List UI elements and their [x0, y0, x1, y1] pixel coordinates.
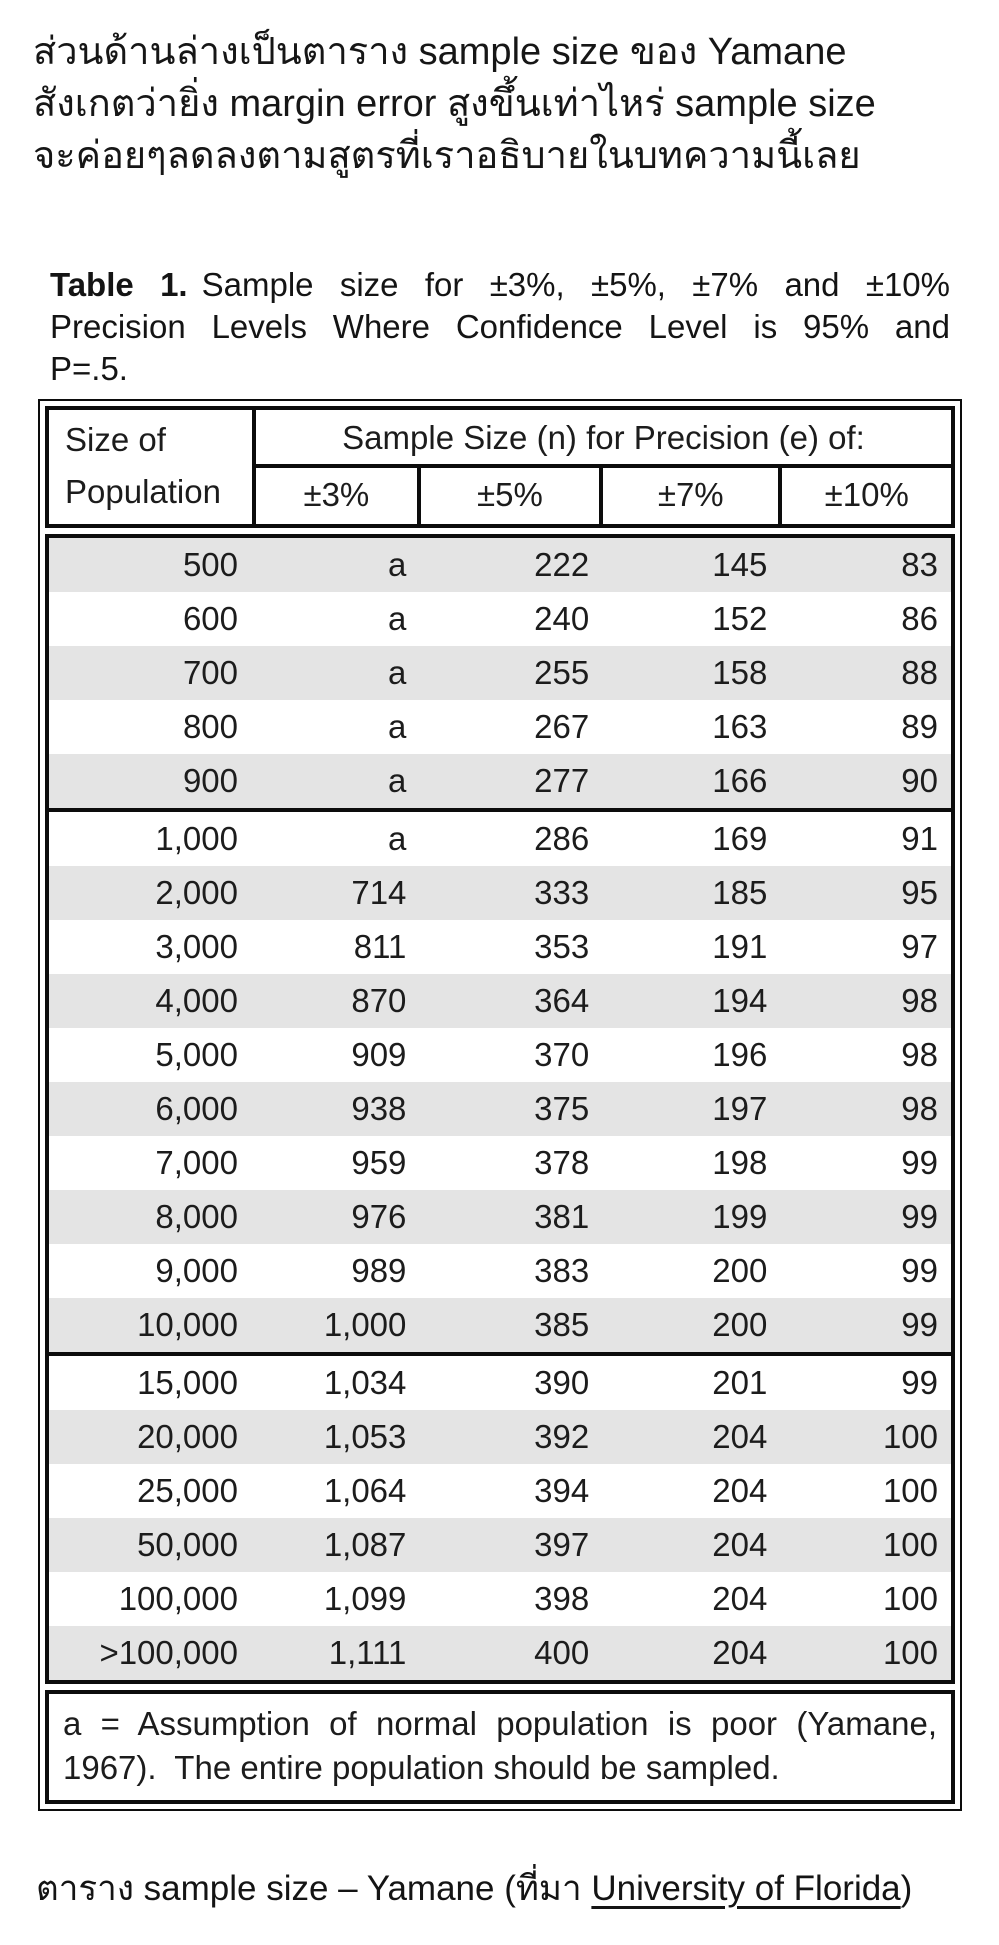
cell-10pct: 100 [882, 1472, 938, 1509]
table-row [49, 812, 951, 866]
table-row [49, 1518, 951, 1572]
footnote-line: 1967). The entire population should be sampled. [63, 1749, 780, 1786]
table-row [49, 1028, 951, 1082]
cell-7pct: 194 [712, 982, 768, 1019]
cell-population: 50,000 [137, 1526, 238, 1563]
population-header-line1: Size of [65, 421, 166, 458]
cell-10pct: 99 [901, 1306, 938, 1343]
cell-7pct: 185 [712, 874, 768, 911]
cell-7pct: 201 [712, 1364, 768, 1401]
cell-10pct: 95 [901, 874, 938, 911]
cell-10pct: 86 [901, 600, 938, 637]
cell-5pct: 222 [534, 546, 590, 583]
table-row [49, 1190, 951, 1244]
cell-3pct: 1,111 [328, 1634, 407, 1671]
table-title-line: P=.5. [50, 350, 128, 387]
precision-level-row [256, 468, 951, 524]
cell-10pct: 89 [901, 708, 938, 745]
table-row-group [49, 808, 951, 1352]
table-body [45, 534, 955, 1684]
cell-population: 700 [182, 654, 238, 691]
precision-header-10pct: ±10% [824, 476, 909, 513]
cell-5pct: 240 [534, 600, 590, 637]
cell-population: 1,000 [155, 820, 238, 857]
cell-10pct: 100 [882, 1634, 938, 1671]
cell-10pct: 90 [901, 762, 938, 799]
cell-10pct: 98 [901, 1090, 938, 1127]
cell-10pct: 98 [901, 1036, 938, 1073]
cell-5pct: 286 [534, 820, 590, 857]
table-row [49, 538, 951, 592]
cell-7pct: 152 [712, 600, 768, 637]
table-row [49, 866, 951, 920]
table-row [49, 700, 951, 754]
cell-10pct: 99 [901, 1144, 938, 1181]
cell-3pct: 1,053 [323, 1418, 407, 1455]
cell-10pct: 100 [882, 1526, 938, 1563]
table-header [45, 406, 955, 528]
cell-3pct: 1,087 [323, 1526, 407, 1563]
cell-5pct: 370 [534, 1036, 590, 1073]
cell-10pct: 88 [901, 654, 938, 691]
cell-population: 900 [182, 762, 238, 799]
cell-5pct: 375 [534, 1090, 590, 1127]
cell-3pct: 976 [351, 1198, 407, 1235]
table-row [49, 1244, 951, 1298]
cell-10pct: 91 [901, 820, 938, 857]
table-number-label: Table 1. [50, 266, 188, 303]
cell-5pct: 353 [534, 928, 590, 965]
sample-size-table [38, 399, 962, 1811]
cell-10pct: 98 [901, 982, 938, 1019]
cell-3pct: 1,034 [323, 1364, 407, 1401]
cell-population: 6,000 [155, 1090, 238, 1127]
cell-population: 500 [182, 546, 238, 583]
table-row [49, 1356, 951, 1410]
footnote-line: a = Assumption of normal population is poor (Yamane, [63, 1705, 937, 1742]
cell-5pct: 398 [534, 1580, 590, 1617]
cell-population: 4,000 [155, 982, 238, 1019]
table-row-group [49, 538, 951, 808]
cell-population: 7,000 [155, 1144, 238, 1181]
cell-7pct: 204 [712, 1526, 768, 1563]
cell-5pct: 267 [534, 708, 590, 745]
cell-3pct: 938 [351, 1090, 407, 1127]
cell-10pct: 97 [901, 928, 938, 965]
table-row-group [49, 1352, 951, 1680]
cell-5pct: 394 [534, 1472, 590, 1509]
cell-population: 8,000 [155, 1198, 238, 1235]
cell-population: 3,000 [155, 928, 238, 965]
cell-3pct: 909 [351, 1036, 407, 1073]
precision-title: Sample Size (n) for Precision (e) of: [256, 410, 951, 468]
precision-header-area [256, 410, 951, 524]
cell-5pct: 378 [534, 1144, 590, 1181]
table-row [49, 1136, 951, 1190]
cell-5pct: 277 [534, 762, 590, 799]
cell-3pct: 1,099 [323, 1580, 407, 1617]
cell-7pct: 169 [712, 820, 768, 857]
cell-3pct: a [388, 654, 407, 691]
cell-7pct: 204 [712, 1580, 768, 1617]
cell-3pct: 811 [353, 928, 407, 965]
table-title-line: Table 1. Sample size for ±3%, ±5%, ±7% and ±10% [50, 266, 950, 303]
caption-text: ตาราง sample size – Yamane (ที่มา [36, 1869, 592, 1908]
cell-3pct: 870 [351, 982, 407, 1019]
cell-10pct: 100 [882, 1418, 938, 1455]
cell-5pct: 397 [534, 1526, 590, 1563]
cell-3pct: a [388, 600, 407, 637]
cell-10pct: 99 [901, 1364, 938, 1401]
cell-7pct: 199 [712, 1198, 768, 1235]
cell-population: 2,000 [155, 874, 238, 911]
table-row [49, 1082, 951, 1136]
cell-population: 10,000 [137, 1306, 238, 1343]
cell-5pct: 381 [534, 1198, 590, 1235]
cell-3pct: a [388, 820, 407, 857]
cell-10pct: 99 [901, 1252, 938, 1289]
table-row [49, 1626, 951, 1680]
cell-population: 15,000 [137, 1364, 238, 1401]
cell-5pct: 333 [534, 874, 590, 911]
cell-7pct: 204 [712, 1472, 768, 1509]
cell-3pct: 1,064 [323, 1472, 407, 1509]
cell-3pct: a [388, 708, 407, 745]
cell-population: 600 [182, 600, 238, 637]
cell-5pct: 255 [534, 654, 590, 691]
intro-paragraph [33, 26, 969, 182]
cell-population: 9,000 [155, 1252, 238, 1289]
cell-3pct: a [388, 762, 407, 799]
intro-line: ส่วนด้านล่างเป็นตาราง sample size ของ Yamane [33, 31, 847, 73]
precision-header-7pct: ±7% [603, 468, 782, 524]
intro-line: จะค่อยๆลดลงตามสูตรที่เราอธิบายในบทความนี้เลย [33, 135, 861, 177]
precision-header-5pct: ±5% [421, 468, 603, 524]
cell-5pct: 400 [534, 1634, 590, 1671]
cell-7pct: 204 [712, 1418, 768, 1455]
table-row [49, 1298, 951, 1352]
cell-5pct: 392 [534, 1418, 590, 1455]
cell-5pct: 383 [534, 1252, 590, 1289]
source-link[interactable]: University of Florida [591, 1869, 901, 1908]
cell-3pct: 714 [351, 874, 407, 911]
cell-population: 5,000 [155, 1036, 238, 1073]
cell-5pct: 390 [534, 1364, 590, 1401]
table-row [49, 646, 951, 700]
figure-caption [36, 1861, 969, 1916]
cell-7pct: 191 [712, 928, 768, 965]
table-title [50, 264, 950, 390]
cell-5pct: 385 [534, 1306, 590, 1343]
cell-7pct: 197 [712, 1090, 768, 1127]
cell-population: 25,000 [137, 1472, 238, 1509]
cell-7pct: 163 [712, 708, 768, 745]
cell-3pct: 959 [351, 1144, 407, 1181]
table-row [49, 592, 951, 646]
cell-7pct: 145 [712, 546, 768, 583]
cell-7pct: 200 [712, 1252, 768, 1289]
population-header-line2: Population [65, 473, 221, 510]
cell-population: >100,000 [99, 1634, 238, 1671]
cell-population: 100,000 [118, 1580, 238, 1617]
caption-suffix: ) [900, 1869, 913, 1908]
table-title-line: Precision Levels Where Confidence Level is 95% and [50, 308, 950, 345]
table-row [49, 974, 951, 1028]
cell-population: 800 [182, 708, 238, 745]
table-row [49, 754, 951, 808]
cell-5pct: 364 [534, 982, 590, 1019]
cell-10pct: 99 [901, 1198, 938, 1235]
cell-7pct: 196 [712, 1036, 768, 1073]
table-row [49, 1410, 951, 1464]
intro-line: สังเกตว่ายิ่ง margin error สูงขึ้นเท่าไหร่ sample size [33, 83, 876, 125]
cell-10pct: 100 [882, 1580, 938, 1617]
cell-7pct: 158 [712, 654, 768, 691]
precision-header-3pct: ±3% [256, 468, 421, 524]
cell-3pct: a [388, 546, 407, 583]
table-row [49, 920, 951, 974]
table-row [49, 1572, 951, 1626]
cell-7pct: 198 [712, 1144, 768, 1181]
table-footnote [45, 1690, 955, 1804]
population-header-cell [49, 410, 256, 524]
cell-3pct: 1,000 [323, 1306, 407, 1343]
cell-7pct: 204 [712, 1634, 768, 1671]
cell-7pct: 166 [712, 762, 768, 799]
cell-10pct: 83 [901, 546, 938, 583]
cell-7pct: 200 [712, 1306, 768, 1343]
cell-population: 20,000 [137, 1418, 238, 1455]
cell-3pct: 989 [351, 1252, 407, 1289]
table-row [49, 1464, 951, 1518]
